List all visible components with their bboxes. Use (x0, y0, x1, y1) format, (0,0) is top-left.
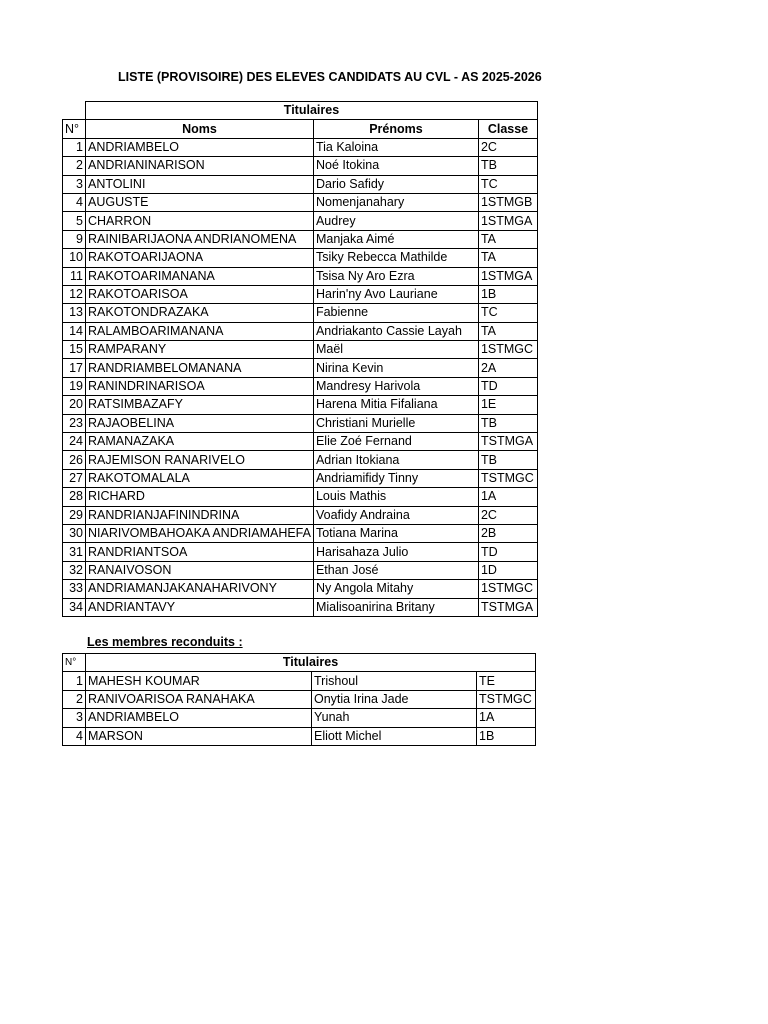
table-row (63, 230, 538, 248)
student-first-name: Noé Itokina (313, 157, 478, 175)
student-class: 1STMGA (478, 212, 537, 230)
student-last-name: RAMPARANY (86, 341, 314, 359)
row-number: 4 (63, 727, 86, 745)
document-title: LISTE (PROVISOIRE) DES ELEVES CANDIDATS AU CVL - AS 2025-2026 (118, 70, 542, 84)
student-first-name: Nirina Kevin (313, 359, 478, 377)
student-last-name: RALAMBOARIMANANA (86, 322, 314, 340)
row-number: 2 (63, 690, 86, 708)
empty-corner-cell (63, 102, 86, 120)
student-class: 1B (477, 727, 536, 745)
student-class: 1STMGB (478, 193, 537, 211)
row-number: 15 (63, 341, 86, 359)
student-class: 1STMGC (478, 580, 537, 598)
student-first-name: Trishoul (312, 672, 477, 690)
row-number: 14 (63, 322, 86, 340)
table-row (63, 524, 538, 542)
group-header: Titulaires (86, 102, 538, 120)
row-number: 4 (63, 193, 86, 211)
row-number: 28 (63, 488, 86, 506)
table-row (63, 561, 538, 579)
student-first-name: Tsisa Ny Aro Ezra (313, 267, 478, 285)
student-class: TSTMGC (478, 469, 537, 487)
table-row (63, 359, 538, 377)
student-class: TD (478, 377, 537, 395)
student-first-name: Audrey (313, 212, 478, 230)
table-row (63, 304, 538, 322)
student-class: TA (478, 230, 537, 248)
student-first-name: Christiani Murielle (313, 414, 478, 432)
table-row (63, 414, 538, 432)
student-first-name: Manjaka Aimé (313, 230, 478, 248)
student-class: TC (478, 304, 537, 322)
row-number: 33 (63, 580, 86, 598)
student-first-name: Maël (313, 341, 478, 359)
student-last-name: MAHESH KOUMAR (86, 672, 312, 690)
table-row (63, 433, 538, 451)
table-row (63, 672, 536, 690)
student-class: TE (477, 672, 536, 690)
student-first-name: Voafidy Andraina (313, 506, 478, 524)
row-number: 24 (63, 433, 86, 451)
table-row (63, 322, 538, 340)
members-group-header: Titulaires (86, 654, 536, 672)
row-number: 12 (63, 285, 86, 303)
column-header-prenoms: Prénoms (313, 120, 478, 138)
row-number: 2 (63, 157, 86, 175)
student-first-name: Yunah (312, 709, 477, 727)
column-header-noms: Noms (86, 120, 314, 138)
student-first-name: Mialisoanirina Britany (313, 598, 478, 616)
members-column-header-number: N° (63, 654, 86, 672)
student-first-name: Totiana Marina (313, 524, 478, 542)
student-first-name: Andriakanto Cassie Layah (313, 322, 478, 340)
row-number: 32 (63, 561, 86, 579)
student-class: 1E (478, 396, 537, 414)
table-row (63, 138, 538, 156)
student-first-name: Mandresy Harivola (313, 377, 478, 395)
student-last-name: RATSIMBAZAFY (86, 396, 314, 414)
student-class: TA (478, 249, 537, 267)
row-number: 30 (63, 524, 86, 542)
student-class: TSTMGC (477, 690, 536, 708)
student-last-name: RANINDRINARISOA (86, 377, 314, 395)
row-number: 31 (63, 543, 86, 561)
student-last-name: RANDRIANJAFININDRINA (86, 506, 314, 524)
student-last-name: RAKOTOMALALA (86, 469, 314, 487)
student-class: TA (478, 322, 537, 340)
student-first-name: Harisahaza Julio (313, 543, 478, 561)
student-class: 1A (478, 488, 537, 506)
table-row (63, 543, 538, 561)
student-class: TD (478, 543, 537, 561)
student-last-name: ANDRIANTAVY (86, 598, 314, 616)
row-number: 27 (63, 469, 86, 487)
student-class: 1STMGC (478, 341, 537, 359)
student-last-name: RAKOTOARISOA (86, 285, 314, 303)
row-number: 3 (63, 709, 86, 727)
table-row (63, 469, 538, 487)
table-row (63, 451, 538, 469)
group-header-row (63, 102, 538, 120)
student-last-name: ANDRIAMBELO (86, 138, 314, 156)
student-class: TB (478, 157, 537, 175)
student-first-name: Onytia Irina Jade (312, 690, 477, 708)
table-row (63, 285, 538, 303)
student-first-name: Harena Mitia Fifaliana (313, 396, 478, 414)
row-number: 29 (63, 506, 86, 524)
student-last-name: RANAIVOSON (86, 561, 314, 579)
row-number: 1 (63, 138, 86, 156)
table-row (63, 598, 538, 616)
members-table (62, 653, 536, 746)
table-row (63, 488, 538, 506)
student-last-name: RAMANAZAKA (86, 433, 314, 451)
table-row (63, 157, 538, 175)
student-last-name: RANDRIANTSOA (86, 543, 314, 561)
members-section-label: Les membres reconduits : (87, 635, 243, 649)
student-last-name: ANDRIAMBELO (86, 709, 312, 727)
student-last-name: RAINIBARIJAONA ANDRIANOMENA (86, 230, 314, 248)
student-class: 2C (478, 506, 537, 524)
row-number: 10 (63, 249, 86, 267)
student-first-name: Eliott Michel (312, 727, 477, 745)
student-first-name: Dario Safidy (313, 175, 478, 193)
table-row (63, 727, 536, 745)
student-last-name: RICHARD (86, 488, 314, 506)
student-first-name: Tia Kaloina (313, 138, 478, 156)
student-last-name: MARSON (86, 727, 312, 745)
student-class: 1A (477, 709, 536, 727)
table-row (63, 396, 538, 414)
row-number: 3 (63, 175, 86, 193)
members-header-row (63, 654, 536, 672)
student-first-name: Harin'ny Avo Lauriane (313, 285, 478, 303)
row-number: 34 (63, 598, 86, 616)
student-class: TSTMGA (478, 598, 537, 616)
student-last-name: RAKOTONDRAZAKA (86, 304, 314, 322)
table-row (63, 267, 538, 285)
student-last-name: ANDRIAMANJAKANAHARIVONY (86, 580, 314, 598)
row-number: 13 (63, 304, 86, 322)
row-number: 9 (63, 230, 86, 248)
table-row (63, 249, 538, 267)
candidates-table (62, 101, 538, 617)
student-first-name: Ny Angola Mitahy (313, 580, 478, 598)
table-row (63, 709, 536, 727)
row-number: 1 (63, 672, 86, 690)
student-last-name: AUGUSTE (86, 193, 314, 211)
row-number: 23 (63, 414, 86, 432)
student-class: TSTMGA (478, 433, 537, 451)
row-number: 17 (63, 359, 86, 377)
student-last-name: RANDRIAMBELOMANANA (86, 359, 314, 377)
student-class: TC (478, 175, 537, 193)
student-first-name: Elie Zoé Fernand (313, 433, 478, 451)
student-first-name: Andriamifidy Tinny (313, 469, 478, 487)
student-class: 1STMGA (478, 267, 537, 285)
student-class: 2A (478, 359, 537, 377)
row-number: 26 (63, 451, 86, 469)
student-class: TB (478, 451, 537, 469)
student-last-name: RAKOTOARIMANANA (86, 267, 314, 285)
student-class: 2B (478, 524, 537, 542)
student-last-name: CHARRON (86, 212, 314, 230)
student-first-name: Adrian Itokiana (313, 451, 478, 469)
row-number: 5 (63, 212, 86, 230)
table-row (63, 506, 538, 524)
student-first-name: Louis Mathis (313, 488, 478, 506)
student-last-name: NIARIVOMBAHOAKA ANDRIAMAHEFA (86, 524, 314, 542)
student-class: 2C (478, 138, 537, 156)
student-first-name: Fabienne (313, 304, 478, 322)
student-last-name: RAKOTOARIJAONA (86, 249, 314, 267)
student-last-name: RAJAOBELINA (86, 414, 314, 432)
student-class: 1D (478, 561, 537, 579)
student-last-name: ANTOLINI (86, 175, 314, 193)
table-row (63, 580, 538, 598)
student-last-name: RANIVOARISOA RANAHAKA (86, 690, 312, 708)
student-class: 1B (478, 285, 537, 303)
table-row (63, 377, 538, 395)
student-last-name: ANDRIANINARISON (86, 157, 314, 175)
row-number: 20 (63, 396, 86, 414)
student-class: TB (478, 414, 537, 432)
row-number: 11 (63, 267, 86, 285)
student-last-name: RAJEMISON RANARIVELO (86, 451, 314, 469)
row-number: 19 (63, 377, 86, 395)
column-header-row (63, 120, 538, 138)
table-row (63, 175, 538, 193)
table-row (63, 212, 538, 230)
student-first-name: Ethan José (313, 561, 478, 579)
table-row (63, 193, 538, 211)
student-first-name: Tsiky Rebecca Mathilde (313, 249, 478, 267)
table-row (63, 690, 536, 708)
column-header-number: N° (63, 120, 86, 138)
column-header-classe: Classe (478, 120, 537, 138)
student-first-name: Nomenjanahary (313, 193, 478, 211)
table-row (63, 341, 538, 359)
